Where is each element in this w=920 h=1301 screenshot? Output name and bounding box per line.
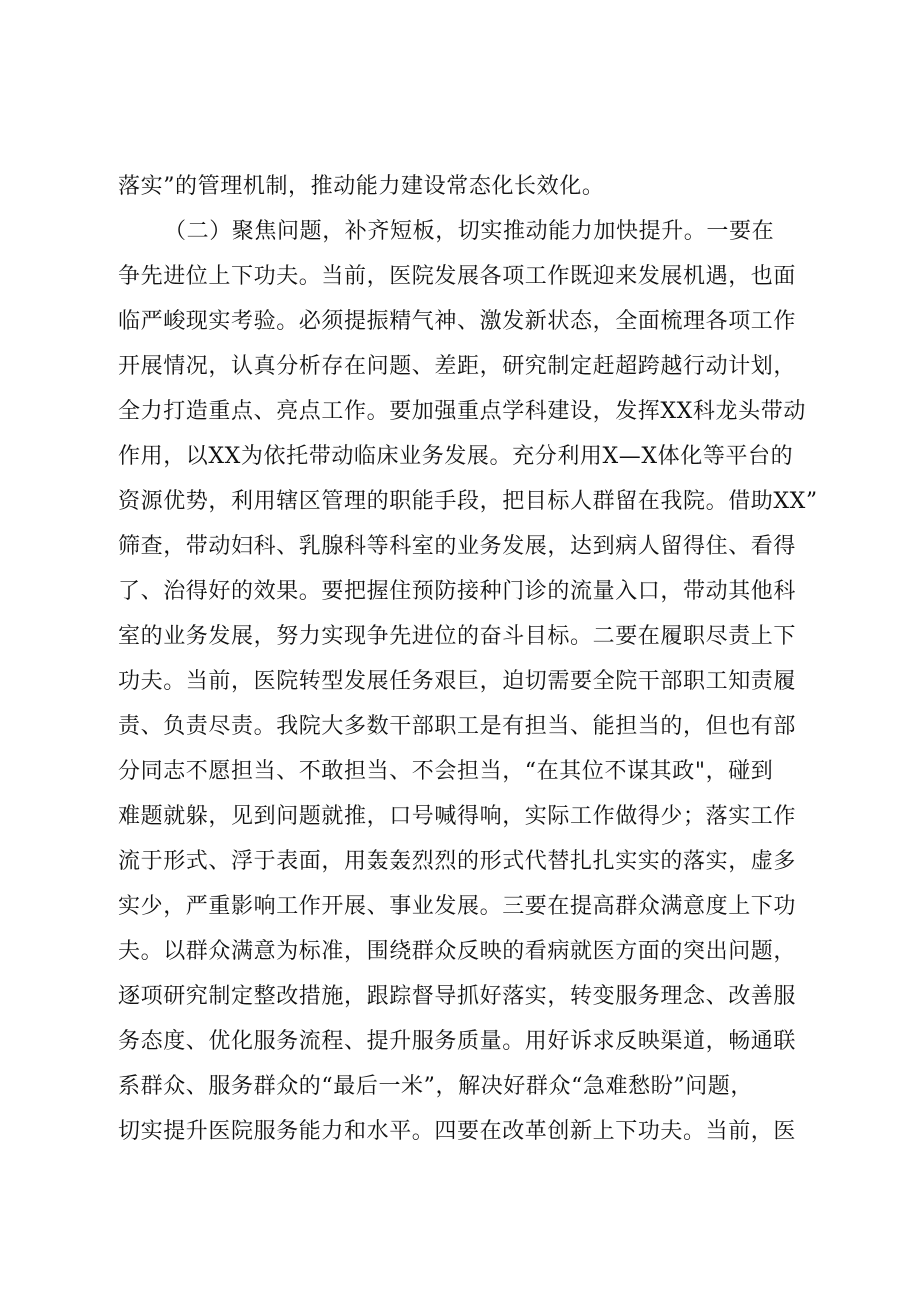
text-line-11: 室的业务发展，努力实现争先进位的奋斗目标。二要在履职尽责上下 (118, 624, 797, 649)
text-line-20: 务态度、优化服务流程、提升服务质量。用好诉求反映渠道，畅通联 (118, 1029, 797, 1054)
body-text (118, 164, 818, 1154)
text-line-15: 难题就躲，见到问题就推，口号喊得响，实际工作做得少；落实工作 (118, 804, 797, 829)
text-line-12: 功夫。当前，医院转型发展任务艰巨，迫切需要全院干部职工知责履 (118, 669, 797, 694)
text-line-10: 了、治得好的效果。要把握住预防接种门诊的流量入口，带动其他科 (118, 579, 797, 604)
text-line-21: 系群众、服务群众的“最后一米”，解决好群众“急难愁盼”问题， (118, 1074, 753, 1099)
text-line-9: 筛查，带动妇科、乳腺科等科室的业务发展，达到病人留得住、看得 (118, 534, 797, 559)
text-line-1: 落实”的管理机制，推动能力建设常态化长效化。 (118, 174, 605, 199)
text-line-19: 逐项研究制定整改措施，跟踪督导抓好落实，转变服务理念、改善服 (118, 984, 797, 1009)
text-line-22: 切实提升医院服务能力和水平。四要在改革创新上下功夫。当前，医 (118, 1119, 797, 1144)
text-line-13: 责、负责尽责。我院大多数干部职工是有担当、能担当的，但也有部 (118, 714, 797, 739)
text-line-16: 流于形式、浮于表面，用轰轰烈烈的形式代替扎扎实实的落实，虚多 (118, 849, 797, 874)
text-line-18: 夫。以群众满意为标准，围绕群众反映的看病就医方面的突出问题， (118, 939, 797, 964)
text-line-17: 实少，严重影响工作开展、事业发展。三要在提高群众满意度上下功 (118, 894, 797, 919)
text-line-3: 争先进位上下功夫。当前，医院发展各项工作既迎来发展机遇，也面 (118, 264, 797, 289)
text-line-14: 分同志不愿担当、不敢担当、不会担当，“在其位不谋其政"，碰到 (118, 759, 774, 784)
text-line-8: 资源优势，利用辖区管理的职能手段，把目标人群留在我院。借助XX” (118, 489, 818, 514)
text-line-5: 开展情况，认真分析存在问题、差距，研究制定赶超跨越行动计划， (118, 354, 797, 379)
text-line-6: 全力打造重点、亮点工作。要加强重点学科建设，发挥XX科龙头带动 (118, 399, 806, 424)
text-line-7: 作用，以XX为依托带动临床业务发展。充分利用X—X体化等平台的 (118, 444, 794, 469)
text-line-2: （二）聚焦问题，补齐短板，切实推动能力加快提升。一要在 (164, 219, 775, 244)
text-line-4: 临严峻现实考验。必须提振精气神、激发新状态，全面梳理各项工作 (118, 309, 797, 334)
